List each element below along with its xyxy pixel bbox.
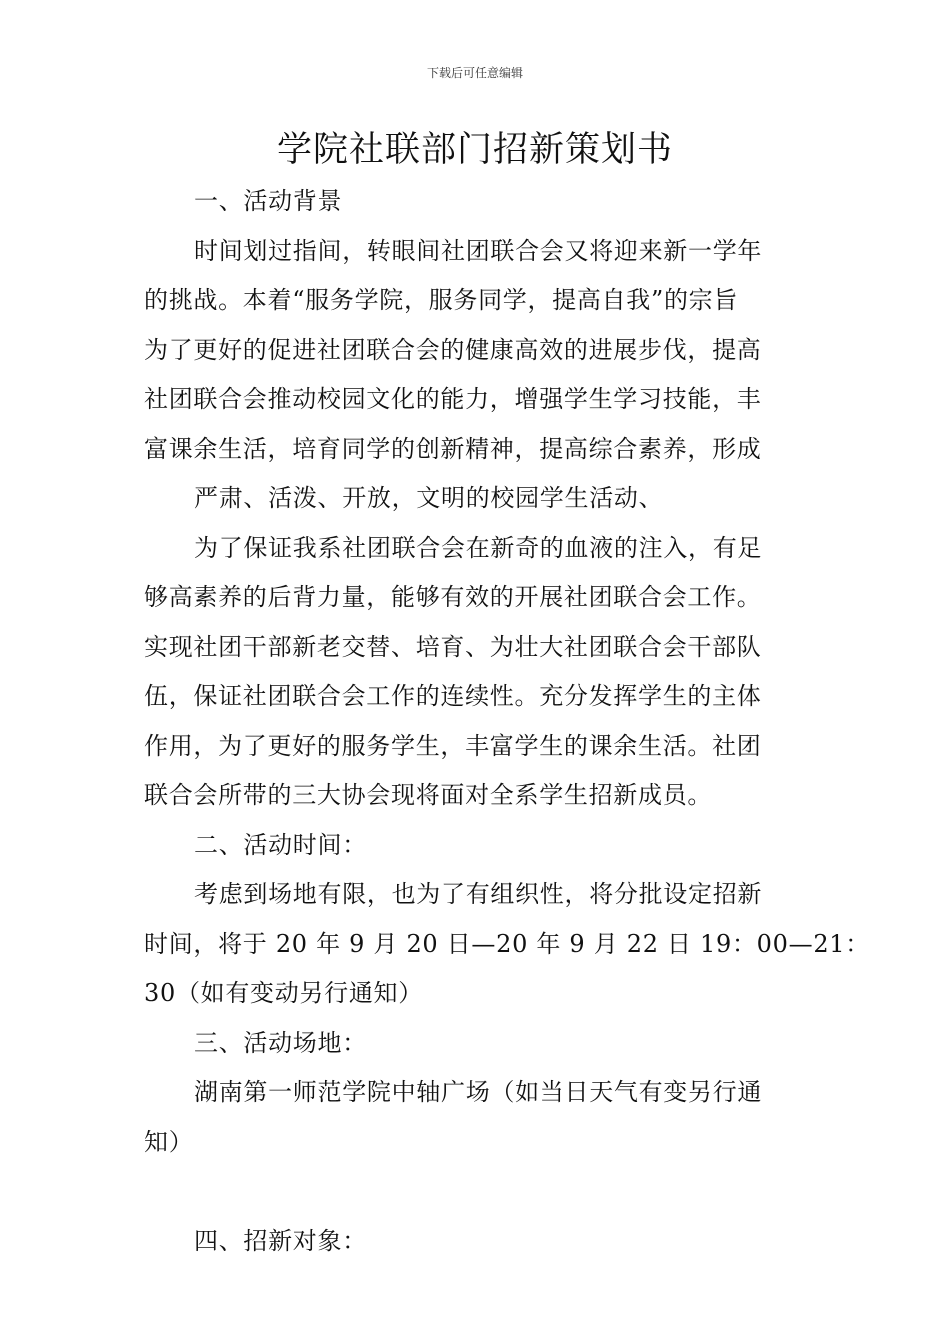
paragraph-line: 时间，将于 20 年 9 月 20 日—20 年 9 月 22 日 19：00—21：: [144, 929, 870, 958]
section-heading: 一、活动背景: [194, 187, 343, 215]
paragraph-line: 社团联合会推动校园文化的能力，增强学生学习技能，丰: [144, 385, 762, 413]
paragraph-line: 为了更好的促进社团联合会的健康高效的进展步伐，提高: [144, 335, 762, 364]
paragraph-line: 伍，保证社团联合会工作的连续性。充分发挥学生的主体: [144, 682, 762, 710]
document-body: [144, 177, 870, 1266]
paragraph-line: 考虑到场地有限，也为了有组织性，将分批设定招新: [194, 880, 763, 908]
page-header-note: 下载后可任意编辑: [426, 66, 523, 80]
paragraph-line: 联合会所带的三大协会现将面对全系学生招新成员。: [144, 781, 713, 809]
paragraph-line: 为了保证我系社团联合会在新奇的血液的注入，有足: [194, 533, 763, 562]
paragraph-line: 作用，为了更好的服务学生，丰富学生的课余生活。社团: [144, 731, 762, 760]
paragraph-line: 的挑战。本着“服务学院，服务同学，提高自我”的宗旨: [144, 286, 739, 314]
document-title: 学院社联部门招新策划书: [276, 130, 673, 170]
paragraph-line: 30（如有变动另行通知）: [144, 979, 423, 1007]
paragraph-line: 严肃、活泼、开放，文明的校园学生活动、: [194, 484, 664, 512]
blank-line: [144, 1167, 808, 1217]
paragraph-line: 湖南第一师范学院中轴广场（如当日天气有变另行通: [194, 1078, 763, 1106]
paragraph-line: 实现社团干部新老交替、培育、为壮大社团联合会干部队: [144, 632, 762, 661]
section-heading: 四、招新对象：: [194, 1226, 367, 1255]
paragraph-line: 够高素养的后背力量，能够有效的开展社团联合会工作。: [144, 583, 762, 611]
paragraph-line: 时间划过指间，转眼间社团联合会又将迎来新一学年: [194, 236, 763, 265]
paragraph-line: 知）: [144, 1127, 194, 1156]
section-heading: 二、活动时间：: [194, 830, 367, 859]
paragraph-line: 富课余生活，培育同学的创新精神，提高综合素养，形成: [144, 434, 762, 463]
section-heading: 三、活动场地：: [194, 1028, 367, 1057]
